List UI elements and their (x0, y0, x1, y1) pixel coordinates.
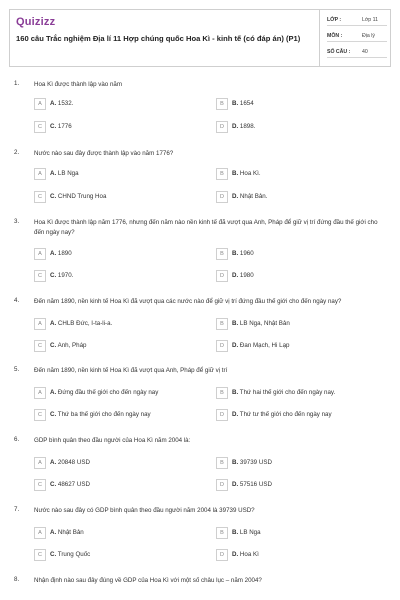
option-text: 39739 USD (239, 459, 272, 466)
option-text: 1898. (239, 123, 256, 130)
option-letter-box: D (216, 121, 228, 133)
option-text: 1970. (57, 272, 74, 279)
option-letter-box: A (34, 318, 46, 330)
question-text: Hoa Kì được thành lập vào năm (34, 81, 122, 88)
meta-key: MÔN : (327, 33, 343, 39)
option-text: Thứ hai thế giới cho đến ngày nay. (239, 389, 336, 396)
option-letter-box: C (34, 409, 46, 421)
option-letter-box: D (216, 549, 228, 561)
option-text: Đứng đầu thế giới cho đến ngày nay (57, 389, 159, 396)
option-text: 1890 (57, 250, 72, 257)
meta-row-class (327, 15, 387, 26)
question-number: 3. (14, 218, 20, 225)
quizizz-logo: Quizizz (16, 16, 56, 28)
option-text: 48627 USD (57, 481, 90, 488)
option-letter-box: B (216, 527, 228, 539)
option-text: Nhật Bản. (239, 193, 268, 200)
option-letter-box: C (34, 549, 46, 561)
option-letter-box: B (216, 387, 228, 399)
option-text: Trung Quốc (57, 551, 91, 558)
option-text: 1532. (57, 100, 74, 107)
option-letter-box: A (34, 527, 46, 539)
question-text: Hoa Kì được thành lập năm 1776, nhưng đến năm nào nền kinh tế đã vượt qua Anh, Pháp để giữ vị trí đứng đầu thế giới cho đến ngày nay? (34, 219, 378, 236)
question-text: Nước nào sau đây được thành lập vào năm 1776? (34, 150, 174, 157)
option-text: Thứ tư thế giới cho đến ngày nay (239, 411, 332, 418)
option-text: Đan Mạch, Hi Lạp (239, 342, 290, 349)
option-text: Nhật Bản (57, 529, 84, 536)
option-letter-box: C (34, 121, 46, 133)
question-text: Đến năm 1890, nền kinh tế Hoa Kì đã vượt qua các nước nào để giữ vị trí đứng đầu thế giới cho đến ngày nay? (34, 298, 342, 305)
option-letter-box: A (34, 98, 46, 110)
option-letter-box: B (216, 98, 228, 110)
option-text: LB Nga (239, 529, 261, 536)
option-letter-box: D (216, 409, 228, 421)
option-text: 57516 USD (239, 481, 272, 488)
question-text: GDP bình quân theo đầu người của Hoa Kì năm 2004 là: (34, 437, 191, 444)
question-text: Đến năm 1890, nền kinh tế Hoa Kì đã vượt qua Anh, Pháp để giữ vị trí (34, 367, 228, 374)
option-letter-box: B (216, 248, 228, 260)
option-letter-box: A (34, 457, 46, 469)
option-letter-box: C (34, 479, 46, 491)
option-letter-box: D (216, 191, 228, 203)
meta-value: Địa lý (362, 33, 375, 39)
option-letter-box: B (216, 457, 228, 469)
option-text: Hoa Kì (239, 551, 259, 558)
meta-row-count (327, 47, 387, 58)
option-letter-box: C (34, 270, 46, 282)
option-text: 1960 (239, 250, 254, 257)
meta-box (319, 10, 393, 66)
option-letter-box: C (34, 340, 46, 352)
option-letter-box: D (216, 270, 228, 282)
option-letter-box: D (216, 479, 228, 491)
option-letter-box: B (216, 168, 228, 180)
document-header (9, 9, 391, 67)
question-number: 5. (14, 366, 20, 373)
document-title: 160 câu Trắc nghiệm Địa lí 11 Hợp chúng quốc Hoa Kì - kinh tế (có đáp án) (P1) (16, 34, 301, 43)
meta-value: 40 (362, 49, 368, 55)
option-text: LB Nga, Nhật Bản (239, 320, 290, 327)
option-text: 1980 (239, 272, 254, 279)
question-number: 4. (14, 297, 20, 304)
option-text: 1654 (239, 100, 254, 107)
meta-key: LỚP : (327, 17, 342, 23)
option-letter-box: A (34, 168, 46, 180)
question-number: 2. (14, 149, 20, 156)
option-letter-box: B (216, 318, 228, 330)
option-text: Hoa Kì. (239, 170, 261, 177)
option-letter-box: A (34, 387, 46, 399)
question-number: 7. (14, 506, 20, 513)
question-text: Nước nào sau đây có GDP bình quân theo đầu người năm 2004 là 39739 USD? (34, 507, 255, 514)
question-text: Nhận định nào sau đây đúng về GDP của Hoa Kì với một số châu lục – năm 2004? (34, 577, 262, 584)
meta-key: SỐ CÂU : (327, 49, 351, 55)
meta-value: Lớp 11 (362, 17, 378, 23)
option-text: 1776 (57, 123, 72, 130)
option-text: CHLB Đức, I-ta-li-a. (57, 320, 113, 327)
option-text: Thứ ba thế giới cho đến ngày nay (57, 411, 151, 418)
question-number: 8. (14, 576, 20, 583)
option-letter-box: D (216, 340, 228, 352)
option-text: CHND Trung Hoa (57, 193, 107, 200)
question-number: 6. (14, 436, 20, 443)
question-number: 1. (14, 80, 20, 87)
option-text: Anh, Pháp (57, 342, 87, 349)
option-text: 20848 USD (57, 459, 90, 466)
option-text: LB Nga (57, 170, 79, 177)
meta-row-subject (327, 31, 387, 42)
option-letter-box: A (34, 248, 46, 260)
option-letter-box: C (34, 191, 46, 203)
